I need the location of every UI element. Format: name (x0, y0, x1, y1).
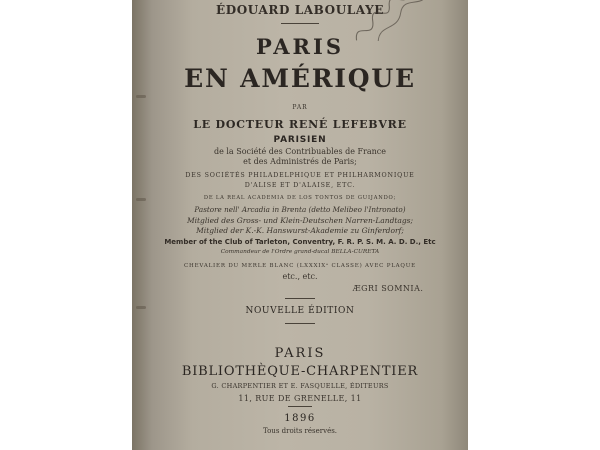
title-page (132, 0, 468, 450)
motto: ÆGRI SOMNIA. (352, 284, 424, 293)
place: PARIS (274, 346, 326, 361)
title-line-2: EN AMÉRIQUE (184, 64, 416, 93)
society-line: Mitglied der K.-K. Hanswurst-Akademie zu Ginferdorf; (196, 226, 404, 235)
publisher-names: G. CHARPENTIER ET E. FASQUELLE, ÉDITEURS (211, 382, 389, 390)
year: 1896 (284, 413, 316, 424)
society-line: Commandeur de l'Ordre grand-ducal BELLA-CURETA (220, 249, 380, 255)
pseudonym: LE DOCTEUR RENÉ LEFEBVRE (193, 118, 407, 131)
publisher-name: BIBLIOTHÈQUE-CHARPENTIER (181, 364, 419, 379)
rule-short (285, 298, 315, 299)
society-line: D'ALISE ET D'ALAISE, ETC. (244, 182, 356, 189)
right-background (468, 0, 600, 450)
title-line-1: PARIS (256, 34, 344, 59)
book-edge-background (0, 0, 132, 450)
par-label: PAR (292, 104, 308, 111)
society-line: DE LA REAL ACADEMIA DE LOS TONTOS DE GUIJANDO; (203, 195, 397, 201)
rule-short (281, 23, 319, 24)
publisher-address: 11, RUE DE GRENELLE, 11 (238, 394, 362, 403)
rule-short (285, 323, 315, 324)
etc-line: etc., etc. (282, 272, 318, 281)
edition-label: NOUVELLE ÉDITION (245, 306, 355, 316)
society-line: Pastore nell' Arcadia in Brenta (detto Melibeo l'Intronato) (194, 205, 406, 214)
parisien-label: PARISIEN (273, 135, 327, 145)
society-line: Member of the Club of Tarleton, Conventry, F. R. P. S. M. A. D. D., Etc (164, 238, 436, 246)
chevalier-line: CHEVALIER DU MERLE BLANC (LXXXIXᵉ CLASSE) AVEC PLAQUE (184, 263, 416, 269)
society-line: Mitglied des Gross- und Klein-Deutschen Narren-Landtags; (186, 216, 414, 225)
society-line: et des Administrés de Paris; (243, 157, 357, 166)
rule-short (288, 406, 312, 407)
spine-mark (136, 95, 146, 98)
society-line: de la Société des Contribuables de France (213, 147, 387, 156)
rights-line: Tous droits réservés. (262, 427, 338, 435)
author-name: ÉDOUARD LABOULAYE (215, 3, 385, 17)
society-line: DES SOCIÉTÉS PHILADELPHIQUE ET PHILHARMONIQUE (185, 172, 415, 179)
